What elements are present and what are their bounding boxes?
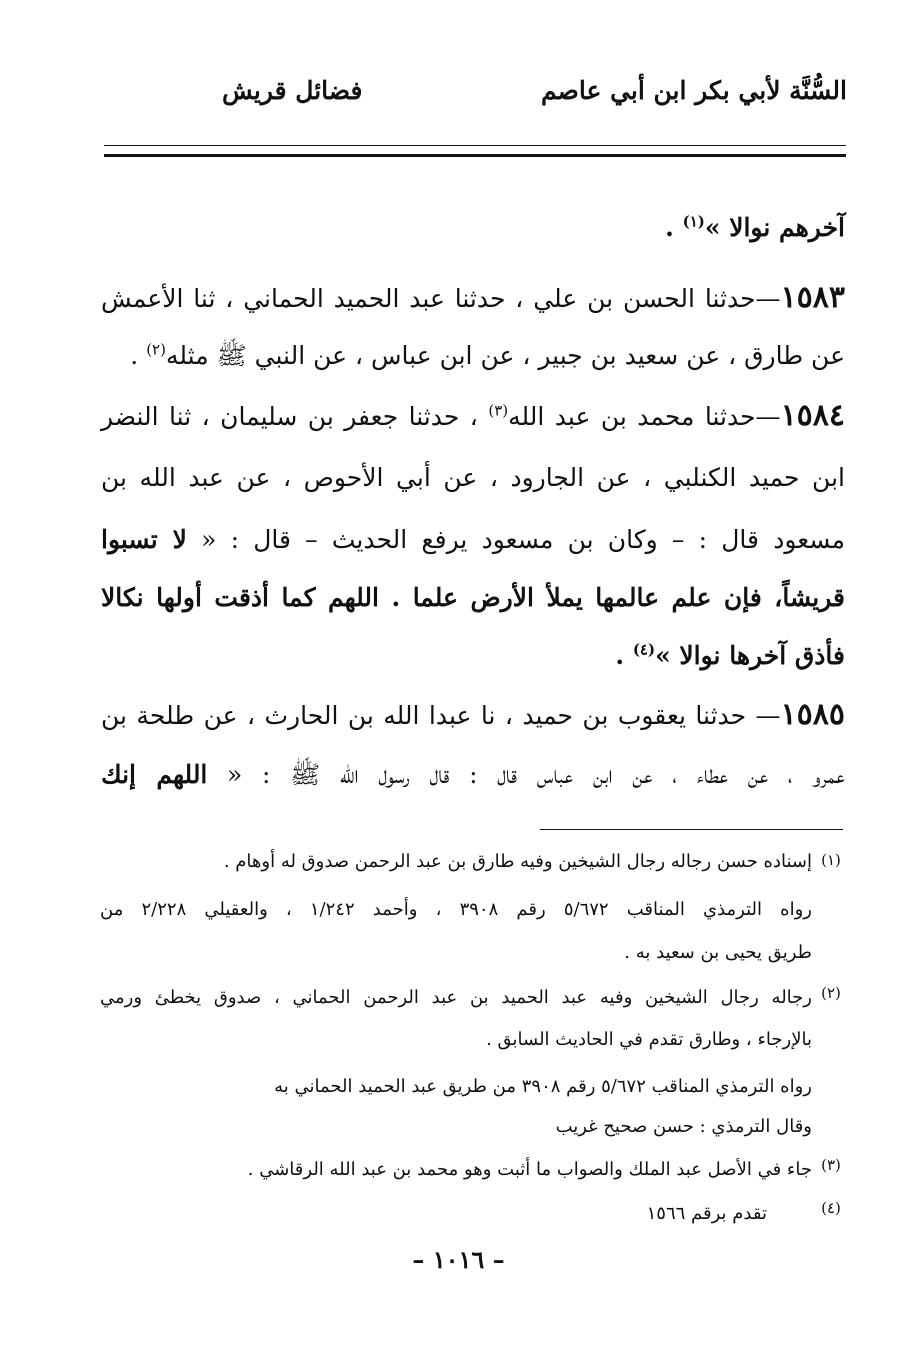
hadith-number: ١٥٨٥	[780, 697, 845, 732]
footnote-ref: (١)	[682, 212, 705, 231]
running-head-book-title: السُّنَّة لأبي بكر ابن أبي عاصم	[540, 76, 847, 105]
footnote-marker: (٤)	[821, 1199, 841, 1217]
page-number: – ١٠١٦ –	[412, 1245, 505, 1274]
running-head-chapter-title: فضائل قريش	[222, 76, 363, 105]
footnote-ref: (٣)	[488, 401, 509, 420]
hadith-1583-line: ١٥٨٣—حدثنا الحسن بن علي ، حدثنا عبد الحميد الحماني ، ثنا الأعمش	[101, 280, 845, 315]
footnote-marker: (٣)	[821, 1156, 841, 1174]
footnote-separator	[540, 829, 843, 830]
header-rule-thin	[104, 145, 846, 146]
footnote-line: جاء في الأصل عبد الملك والصواب ما أثبت وهو محمد بن عبد الله الرقاشي .	[247, 1159, 812, 1180]
text-line: آخرهم نوالا »$^{(١)}$ .	[665, 212, 845, 242]
footnote-ref: (٤)	[632, 640, 656, 659]
footnote-line: رجاله رجال الشيخين وفيه عبد الحميد بن عبد الرحمن الحماني ، صدوق يخطئ ورمي	[100, 987, 812, 1008]
text-line: مسعود قال : – وكان بن مسعود يرفع الحديث – قال : « لا تسبوا	[101, 525, 845, 554]
hadith-1584-line: ١٥٨٤—حدثنا محمد بن عبد الله$^{(٣)}$ ، حدثنا جعفر بن سليمان ، ثنا النضر	[101, 398, 846, 433]
header-rule-thick	[104, 154, 846, 157]
text-line: عن طارق ، عن سعيد بن جبير ، عن ابن عباس ، عن النبي ﷺ مثله$^{(٢)}$ .	[130, 340, 845, 370]
footnote-marker: (٢)	[821, 984, 841, 1002]
footnote-line: رواه الترمذي المناقب ٥/٦٧٢ رقم ٣٩٠٨ من طريق عبد الحميد الحماني به	[274, 1076, 812, 1097]
hadith-1585-line: ١٥٨٥— حدثنا يعقوب بن حميد ، نا عبدا الله بن الحارث ، عن طلحة بن	[101, 697, 845, 732]
text-line: ابن حميد الكنلبي ، عن الجارود ، عن أبي الأحوص ، عن عبد الله بن	[101, 463, 845, 492]
text-line: عمرو ، عن عطاء ، عن ابن عباس قال : قال رسول الله ﷺ : « اللهم إنك	[101, 760, 845, 789]
footnote-ref: (٢)	[146, 340, 166, 359]
footnote-line: إسناده حسن رجاله رجال الشيخين وفيه طارق بن عبد الرحمن صدوق له أوهام .	[223, 851, 812, 872]
footnote-line: بالإرجاء ، وطارق تقدم في الحاديث السابق .	[486, 1029, 812, 1050]
footnote-line: تقدم برقم ١٥٦٦	[646, 1203, 767, 1224]
footnote-line: طريق يحيى بن سعيد به .	[624, 942, 812, 963]
hadith-number: ١٥٨٣	[780, 280, 845, 315]
text-line: قريشاً، فإن علم عالمها يملأ الأرض علما . اللهم كما أذقت أولها نكالا	[101, 583, 845, 612]
footnote-line: رواه الترمذي المناقب ٥/٦٧٢ رقم ٣٩٠٨ ، وأحمد ١/٢٤٢ ، والعقيلي ٢/٢٢٨ من	[100, 899, 812, 920]
footnote-line: وقال الترمذي : حسن صحيح غريب	[555, 1116, 812, 1137]
hadith-number: ١٥٨٤	[780, 398, 846, 433]
text-line: فأذق آخرها نوالا »$^{(٤)}$ .	[615, 640, 845, 670]
footnote-marker: (١)	[821, 851, 841, 869]
